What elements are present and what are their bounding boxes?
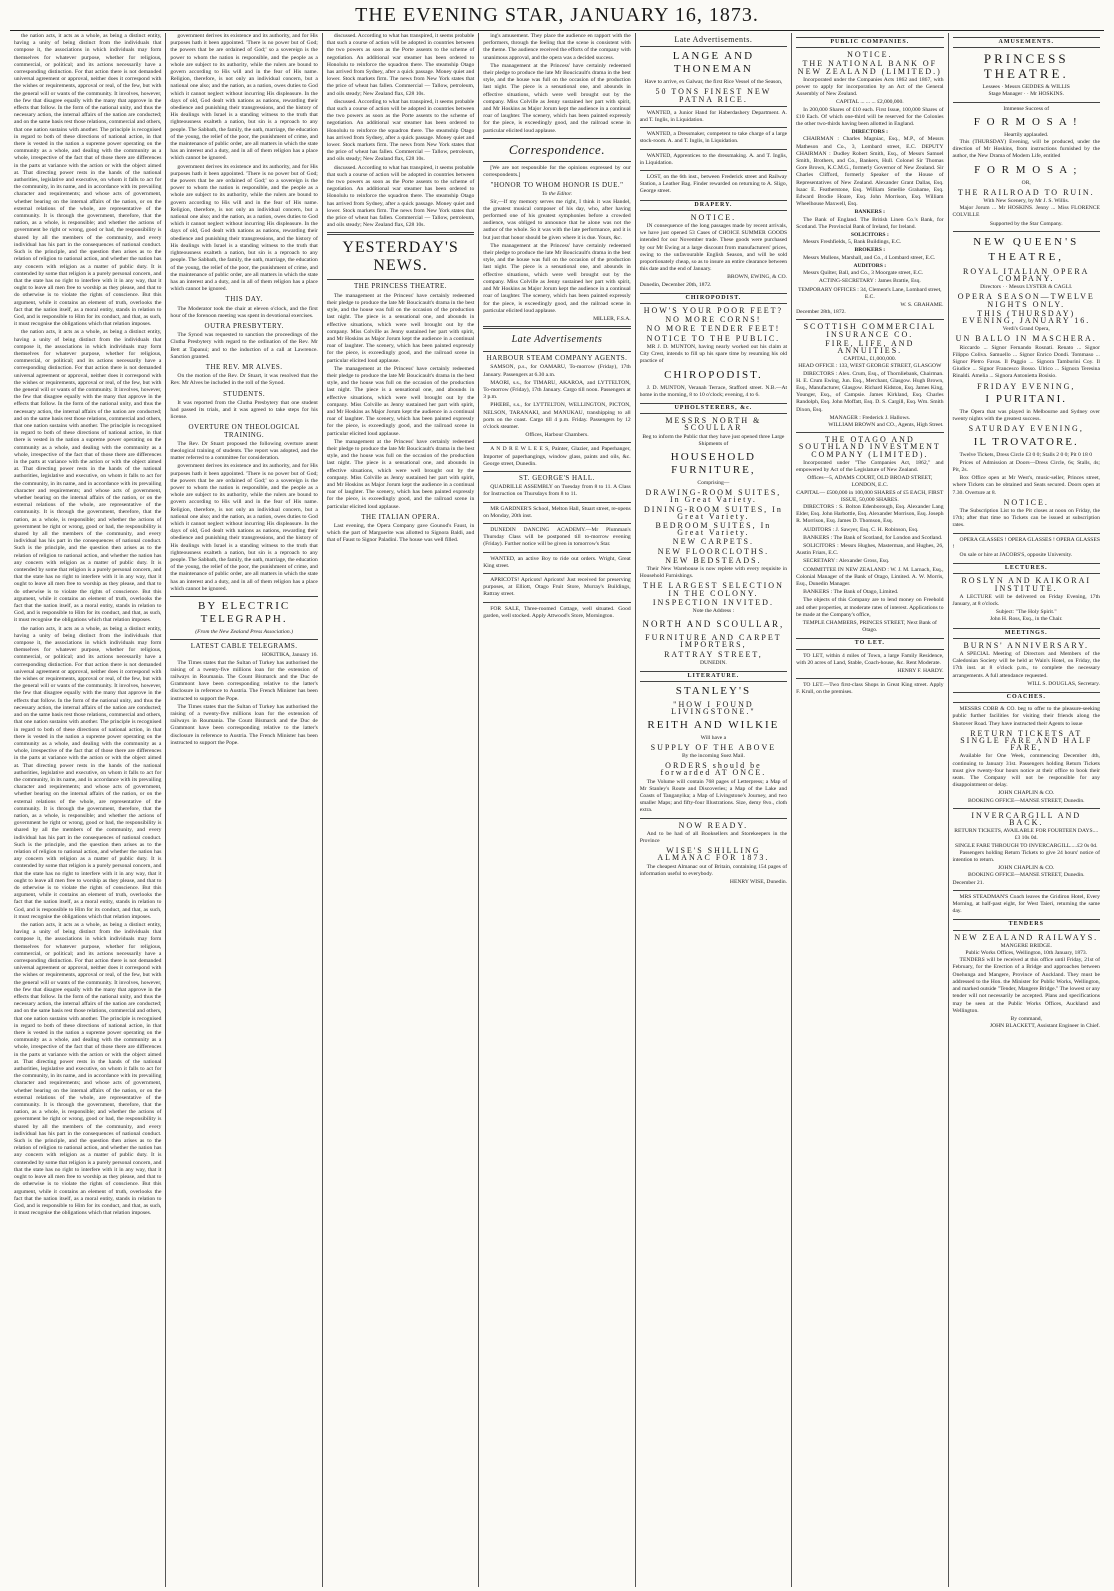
theatre-stage-manager: Stage Manager · · Mr HOSKINS. <box>988 91 1064 98</box>
uph-item: Comprising— <box>697 479 730 486</box>
uph-title: MESSRS NORTH & SCOULLAR <box>665 416 762 433</box>
section-upholsterers: UPHOLSTERERS, &c. <box>640 403 787 414</box>
section-coaches: COACHES. <box>953 692 1100 703</box>
section-heading: OVERTURE ON THEOLOGICAL TRAINING. <box>188 423 300 439</box>
cable-text: The Times states that the Sultan of Turkey has authorised the raising of a twenty-five millions loan for the extension of railways in Roumania. The Count Bismarck and the Duc de Grammont have been corresponding relative to the latter's disclosure in reference to Austria. The French Minister has been instructed to support the Pope. <box>170 703 318 746</box>
uph-item: DRAWING-ROOM SUITES, In Great Variety. <box>645 488 782 505</box>
section-body: The Rev. Dr Stuart proposed the following overture anent theological training of students. The report was adopted, and the matter referred to a committee for consideration. <box>170 440 318 462</box>
ad-text: WANTED, an active Boy to ride out orders. Wright, Great King street. <box>483 555 631 569</box>
divider <box>640 127 787 128</box>
article-text: the nation acts, it acts as a whole, as being a distinct entity, having a unity of being distinct from the individuals that compose it, the associations in which individuals may form themselves for whatever purpose, whether for religious, commercial, or political; and its actions necessarily have a corresponding distinction. For that action there is not demanded universal agreement or approval, neither does it correspond with the wishes or requirements, approval or real, of the few, but with the general will or wants of the community. It involves, however, the few that disagree equally with the many that approve in the effects that follow. In the form of the national unity, and thus the necessary action, the internal affairs of the nation are conducted; and on the same basis rest those relations, commercial and others, that one nation sustains with another. The principle is recognised in regard to both of these directions of national action, in that there is vested in the nation a supreme power operating on the community as a whole, and dealing with the community as a whole, irrespective of the fact that of those there are differences in the parts at variance with the action or with the object aimed at. That directing power rests in the hands of the national authorities, legislative and executive, on whom it falls to act for the community, in its name, and in accordance with its prevailing character and requirements; and whose acts of government, whether bearing on the internal affairs of the nation, or on the external relations of the whole, are representative of the community. It is through the government, therefore, that the nation, as a whole, is responsible; and whether the actions of government be right or wrong, good or bad, the responsibility is shared by all the members of the community, and every individual has his part in the consequences of national conduct. Such is the principle, and the question then arises as to the relation of religion to national action, and whether the nation has any concern with religion as a matter of public duty. It is contended by some that religion is a purely personal concern, and that the state has no right to interfere with it in any way, that it ought to leave all men free to worship as they please, and that to do otherwise is to violate the rights of conscience. But this argument, while it contains an element of truth, overlooks the fact that the nation itself, as a moral entity, stands in relation to God, and is responsible to Him for its conduct, and that, as such, it must recognise the obligations which that relation imposes. <box>14 329 162 624</box>
ad-text: A N D R E W L E E S, Painter, Glazier, and Paperhanger, Importer of paperhangings, window glass, paints and oils, &c. George street, Dunedin. <box>483 446 631 467</box>
ad-text: WANTED, a Junior Hand for Haberdashery Department. A. and T. Inglis, in Liquidation. <box>639 109 788 124</box>
chiro-title: CHIROPODIST. <box>664 368 763 381</box>
section-public-companies: PUBLIC COMPANIES. <box>796 37 943 48</box>
divider <box>953 102 1100 103</box>
notice-date: December 28th, 1872. <box>796 309 846 316</box>
divider <box>796 319 943 320</box>
column-6 <box>792 33 948 1587</box>
masthead: THE EVENING STAR, JANUARY 16, 1873. <box>355 4 759 26</box>
cable-text: The Times states that the Sultan of Turkey has authorised the raising of a twenty-five millions loan for the extension of railways in Roumania. The Count Bismarck and the Duc de Grammont have been corresponding relative to the latter's disclosure in reference to Austria. The French Minister has been instructed to support the Pope. <box>170 659 318 702</box>
column-2 <box>166 33 322 1587</box>
theatre-text: With New Scenery, by Mr J. S. Willis. <box>983 198 1070 205</box>
letter-text: Sir,—If my memory serves me right, I think it was Handel, the greatest musical composer of his day, who, after having performed one of his greatest symphonies before a crowded audience, was obliged to announce that he alone was not the author of the whole. So it was with the late performance, and it is but just that honor should be given where it is due. Yours, &c. <box>483 198 631 241</box>
divider <box>640 106 787 107</box>
cable-dateline: HOKITIKA, January 16. <box>261 652 318 659</box>
bankers-text: The Bank of England. The British Linen Co.'s Bank, for Scotland. The Provincial Bank of Ireland, for Ireland. <box>796 216 944 230</box>
coach-return: RETURN TICKETS AT SINGLE FARE AND HALF FARE, <box>960 728 1093 753</box>
ad-text: Have to arrive, ex Galwar, the first Rice Vessel of the Season, <box>644 79 783 86</box>
divider <box>953 890 1100 891</box>
opera-text: The Opera that was played in Melbourne and Sydney over twenty nights with the greatest success. <box>952 408 1100 423</box>
section-lectures: LECTURES. <box>953 563 1100 574</box>
ad-heading: Offices, Harbour Chambers. <box>525 432 589 439</box>
otago-bankers: BANKERS : The Bank of Scotland, for London and Scotland. <box>803 534 943 541</box>
lit-title: STANLEY'S <box>675 685 752 698</box>
article-text: discussed. According to what has transpired, it seems probable that such a course of action will be adopted in countries between the two powers as soon as the Porte assents to the scheme of negotiation. An additional war steamer has been ordered to Honolulu to reinforce the squadron there. The steamship Otago has arrived from Sydney, after a quick passage. Money quiet and lower. Stock markets firm. The news from New York states that the price of wheat has fallen. Commercial — Tallow, petroleum, and oils steady; New Zealand flax, £28 10s. <box>326 164 475 229</box>
article-text: the nation acts, it acts as a whole, as being a distinct entity, having a unity of being distinct from the individuals that compose it, the associations in which individuals may form themselves for whatever purpose, whether for religious, commercial, or political; and its actions necessarily have a corresponding distinction. For that action there is not demanded universal agreement or approval, neither does it correspond with the wishes or requirements, approval or real, of the few, but with the general will or wants of the community. It involves, however, the few that disagree equally with the many that approve in the effects that follow. In the form of the national unity, and thus the necessary action, the internal affairs of the nation are conducted; and on the same basis rest those relations, commercial and others, that one nation sustains with another. The principle is recognised in regard to both of these directions of national action, in that there is vested in the nation a supreme power operating on the community as a whole, and dealing with the community as a whole, irrespective of the fact that of those there are differences in the parts at variance with the action or with the object aimed at. That directing power rests in the hands of the national authorities, legislative and executive, on whom it falls to act for the community, in its name, and in accordance with its prevailing character and requirements; and whose acts of government, whether bearing on the internal affairs of the nation, or on the external relations of the whole, are representative of the community. It is through the government, therefore, that the nation, as a whole, is responsible; and whether the actions of government be right or wrong, good or bad, the responsibility is shared by all the members of the community, and every individual has his part in the consequences of national conduct. Such is the principle, and the question then arises as to the relation of religion to national action, and whether the nation has any concern with religion as a matter of public duty. It is contended by some that religion is a purely personal concern, and that the state has no right to interfere with it in any way, that it ought to leave all men free to worship as they please, and that to do otherwise is to violate the rights of conscience. But this argument, while it contains an element of truth, overlooks the fact that the nation itself, as a moral entity, stands in relation to God, and is responsible to Him for its conduct, and that, as such, it must recognise the obligations which that relation imposes. <box>14 33 162 328</box>
late-ads-heading: Late Advertisements <box>511 334 603 346</box>
divider <box>953 533 1100 534</box>
article-text: government derives its existence and its authority, and for His purposes hath it been appointed. 'There is no power but of God; the powers that be are ordained of God;' so a sovereign is the power to whom the nation is responsible, and the people as a whole are subject to its authority, while the rulers are bound to govern according to His will and in the fear of His name. Religion, therefore, is not only an individual concern, but a national one also; and the nation, as a nation, owes duties to God which it cannot neglect without incurring His displeasure. In the days of old, God dealt with nations as nations, rewarding their obedience and punishing their transgressions, and the history of His dealings with Israel is a standing witness to the truth that righteousness exalteth a nation, but sin is a reproach to any people. The Sabbath, the family, the oath, marriage, the education of the young, the relief of the poor, the punishment of crime, and the maintenance of public order, are all matters in which the state has an interest and a duty, and in all of them religion has a place which cannot be ignored. <box>170 33 318 162</box>
now-ready-heading: NOW READY. <box>678 820 749 830</box>
solicitors-heading: SOLICITORS : <box>850 232 889 239</box>
column-1 <box>10 33 166 1587</box>
brokers-text: Messrs Mullens, Marshall, and Co., 4 Lombard street, E.C. <box>803 254 936 261</box>
section-heading: THIS DAY. <box>225 295 263 304</box>
invercargill-booking: BOOKING OFFICE—MANSE STREET, Dunedin. <box>967 872 1085 879</box>
divider <box>483 471 630 472</box>
uph-item: NEW BEDSTEADS. <box>665 555 762 565</box>
otago-text: The objects of this Company are to lend money on Freehold and other properties, at moderate rates of interest. Applications to be made at the Company's office, <box>796 597 944 618</box>
divider <box>953 808 1100 809</box>
scottish-subtitle: FIRE, LIFE, AND ANNUITIES. <box>825 338 915 355</box>
ad-text: PHŒBE, s.s., for LYTTELTON, WELLINGTON, PICTON, NELSON, TARANAKI, and MANUKAU, transhipping to all ports on the coast. Cargo till 4 p.m. Friday. Passengers by 12 o'clock steamer. <box>483 402 631 430</box>
ad-heading: ST. GEORGE'S HALL. <box>519 473 595 482</box>
chiro-line: HOW'S YOUR POOR FEET? <box>643 306 784 316</box>
opera-title: I PURITANI. <box>985 392 1068 405</box>
lit-text: Will have a <box>700 734 727 741</box>
uph-item: DINING-ROOM SUITES, In Great Variety. <box>643 504 783 521</box>
divider <box>483 326 630 329</box>
theatre-title: PRINCESS THEATRE. <box>983 51 1069 82</box>
notice-text: The Subscription List to the Pit closes at noon on Friday, the 17th; after that time no Tickets can be issued at subscription rates. <box>952 507 1100 529</box>
uph-big: HOUSEHOLD FURNITURE, <box>670 450 757 476</box>
ad-text: DUNEDIN DANCING ACADEMY.—Mr Plumman's Thursday Class will be postponed till to-morrow evening (Friday). Further notice will be given in tomorrow's Star. <box>483 526 631 548</box>
divider <box>640 149 787 150</box>
column-4 <box>479 33 635 1587</box>
scottish-agents: WILLIAM BROWN and CO., Agents, High Street. <box>828 421 944 428</box>
now-ready-title: WISE'S SHILLING ALMANAC FOR 1873. <box>657 846 770 863</box>
section-heading: STUDENTS. <box>223 389 266 398</box>
section-heading: THE REV. MR ALVES. <box>205 362 283 371</box>
brokers-heading: BROKERS : <box>854 247 886 254</box>
section-to-let: TO LET. <box>796 638 943 649</box>
uph-item: BEDROOM SUITES, In Great Variety. <box>655 520 772 538</box>
cable-heading: LATEST CABLE TELEGRAMS. <box>190 642 298 651</box>
divider <box>483 602 630 603</box>
divider <box>483 138 630 139</box>
scottish-capital: CAPITAL, £1,000,000. <box>843 356 897 363</box>
section-body: The Moderator took the chair at eleven o'clock, and the first hour of the forenoon meeting was spent in devotional exercises. <box>170 305 318 319</box>
otago-capital: CAPITAL— £500,000 in 100,000 SHARES of £5 EACH, FIRST ISSUE, 50,000 SHARES. <box>796 489 944 503</box>
scottish-title: SCOTTISH COMMERCIAL INSURANCE CO. <box>803 322 937 339</box>
auditors-text: Messrs Quilter, Ball, and Co., 3 Moorgate street, E.C. <box>803 270 924 277</box>
letter-signature: MILLER, F.S.A. <box>593 315 631 322</box>
otago-offices: Offices—5, ADAMS COURT, OLD BROAD STREET, LONDON, E.C. <box>807 475 933 489</box>
otago-auditors: AUDITORS : J. Sawyer, Esq. C. H. Robinson, Esq. <box>803 526 919 533</box>
divider <box>170 639 317 640</box>
opera-directors: Directors · · Messrs LYSTER & CAGLI. <box>980 284 1073 291</box>
railways-title: NEW ZEALAND RAILWAYS. <box>954 932 1099 942</box>
ad-title: LANGE AND THONEMAN <box>672 50 755 76</box>
notice-signature: BROWN, EWING, & CO. <box>727 274 788 281</box>
glasses-heading: OPERA GLASSES ! OPERA GLASSES ! OPERA GLASSES ! <box>952 536 1100 550</box>
ad-heading: HARBOUR STEAM COMPANY AGENTS. <box>486 354 628 363</box>
opera-box-office: Box Office open at Mr West's, music-seller, Princes street, where Tickets can be obtained and Seats secured. Doors open at 7.30. Overture at 8. <box>952 475 1100 496</box>
article-text: the nation acts, it acts as a whole, as being a distinct entity, having a unity of being distinct from the individuals that compose it, the associations in which individuals may form themselves for whatever purpose, whether for religious, commercial, or political; and its actions necessarily have a corresponding distinction. For that action there is not demanded universal agreement or approval, neither does it correspond with the wishes or requirements, approval or real, of the few, but with the general will or wants of the community. It involves, however, the few that disagree equally with the many that approve in the effects that follow. In the form of the national unity, and thus the necessary action, the internal affairs of the nation are conducted; and on the same basis rest those relations, commercial and others, that one nation sustains with another. The principle is recognised in regard to both of these directions of national action, in that there is vested in the nation a supreme power operating on the community as a whole, and dealing with the community as a whole, irrespective of the fact that of those there are differences in the parts at variance with the action or with the object aimed at. That directing power rests in the hands of the national authorities, legislative and executive, on whom it falls to act for the community, in its name, and in accordance with its prevailing character and requirements; and whose acts of government, whether bearing on the internal affairs of the nation, or on the external relations of the whole, are representative of the community. It is through the government, therefore, that the nation, as a whole, is responsible; and whether the actions of government be right or wrong, good or bad, the responsibility is shared by all the members of the community, and every individual has his part in the consequences of national conduct. Such is the principle, and the question then arises as to the relation of religion to national action, and whether the nation has any concern with religion as a matter of public duty. It is contended by some that religion is a purely personal concern, and that the state has no right to interfere with it in any way, that it ought to leave all men free to worship as they please, and that to do otherwise is to violate the rights of conscience. But this argument, while it contains an element of truth, overlooks the fact that the nation itself, as a moral entity, stands in relation to God, and is responsible to Him for its conduct, and that, as such, it must recognise the obligations which that relation imposes. <box>14 625 162 920</box>
lit-supply: SUPPLY OF THE ABOVE <box>650 742 777 752</box>
divider <box>327 279 474 280</box>
letter-text: The management at the Princess' have certainly redeemed their pledge to produce the late Mr Boucicault's drama in the best style, and the house was full on the occasion of the production last night. The piece is a sensational one, and abounds in effective situations, which were well brought out by the company. Miss Colville as Jenny sustained her part with spirit, and Mr Hoskins as Major Jorum kept the audience in a continual roar of laughter. The scenery, which has been painted expressly for the piece, is exceedingly good, and the railroad scene in particular elicited loud applause. <box>483 242 631 314</box>
burns-text: A SPECIAL Meeting of Directors and Members of the Caledonian Society will be held at Wain's Hotel, on Friday, the 17th inst. at 8 o'clock p.m., to complete the necessary arrangements. A full attendance requested. <box>952 650 1100 679</box>
ad-text: FOR SALE, Three-roomed Cottage, well situated. Good garden, well stocked. Apply Attwood's Store, Mornington. <box>483 605 631 619</box>
chiro-line: NO MORE CORNS! <box>665 315 762 325</box>
bridge-title: MANGERE BRIDGE. <box>1000 942 1052 949</box>
ad-text: MR GARDNER'S School, Melton Hall, Stuart street, re-opens on Monday, 20th inst. <box>483 505 631 519</box>
otago-secretary: SECRETARY : Alexander Gross, Esq. <box>803 558 890 565</box>
article-text: The management at the Princess' have certainly redeemed their pledge to produce the late Mr Boucicault's drama in the best style, and the house was full on the occasion of the production last night. The piece is a sensational one, and abounds in effective situations, which were well brought out by the company. Miss Colville as Jenny sustained her part with spirit, and Mr Hoskins as Major Jorum kept the audience in a continual roar of laughter. The scenery, which has been painted expressly for the piece, is exceedingly good, and the railroad scene in particular elicited loud applause. <box>483 62 631 134</box>
directors-heading: DIRECTORS : <box>851 129 889 136</box>
tender-by: By command, <box>1010 1015 1042 1022</box>
theatre-text: Immense Success of <box>1003 105 1050 112</box>
theatre-text: Supported by the Star Company. <box>989 220 1063 227</box>
section-tenders: TENDERS <box>953 919 1100 930</box>
divider <box>483 573 630 574</box>
divider <box>640 46 787 47</box>
uph-address: FURNITURE AND CARPET IMPORTERS, <box>645 633 782 650</box>
lecture-text: A LECTURE will be delivered on Friday Evening, 17th January, at 8 o'clock. <box>952 593 1100 607</box>
chiro-text: MR J. D. MUNTON, having nearly worked out his claim at City Crest, intends to fill up his spare time by resuming his old practice of <box>639 343 788 365</box>
theatre-text: This (THURSDAY) Evening, will be produced, under the direction of Mr Hoskins, from instructions furnished by the author, the New Drama of Modern Life, entitled <box>952 139 1100 160</box>
invercargill-title: INVERCARGILL AND BACK. <box>971 810 1082 828</box>
section-drapery: DRAPERY. <box>640 200 787 211</box>
yesterdays-news-heading: YESTERDAY'S NEWS. <box>342 239 459 275</box>
correspondence-note: [We are not responsible for the opinions expressed by our correspondents.] <box>483 164 631 179</box>
bank-text: Incorporated under the Companies Acts 1862 and 1867, with power to apply for incorporation by an Act of the General Assembly of New Zealand. <box>796 76 944 98</box>
ad-text: WANTED, Apprentices to the dressmaking. A. and T. Inglis, in Liquidation. <box>639 152 788 166</box>
uph-address: DUNEDIN. <box>699 659 727 666</box>
section-amusements: AMUSEMENTS. <box>953 37 1100 48</box>
opera-text: Verdi's Grand Opera, <box>1002 326 1050 333</box>
ad-highlight: 50 TONS FINEST NEW PATNA RICE. <box>655 87 772 104</box>
letter-title: "HONOR TO WHOM HONOR IS DUE." <box>490 181 624 190</box>
divider <box>483 161 630 162</box>
notice-heading: NOTICE. <box>1003 497 1049 507</box>
ad-text: QUADRILLE ASSEMBLY on Tuesday from 8 to 11. A Class for Instruction on Thursdays from 8 to 11. <box>483 484 631 498</box>
section-literature: LITERATURE. <box>640 671 787 682</box>
invercargill-date: December 21. <box>952 879 984 886</box>
office-text: TEMPORARY OFFICES : 34, Clement's Lane, Lombard street, E.C. <box>798 286 942 300</box>
theatre-text: Heartily applauded. <box>1004 131 1049 138</box>
bank-title: THE NATIONAL BANK OF NEW ZEALAND (LIMITED.) <box>797 59 942 76</box>
invercargill-text: Passengers holding Return Tickets to give 24 hours' notice of intention to return. <box>952 849 1100 864</box>
ad-text: APRICOTS! Apricots! Apricots! Just received for preserving purposes, at Elliott, Otago Fruit Store, Murray's Buildings, Rattray street. <box>483 576 631 598</box>
institute-title: ROSLYN AND KAIKORAI INSTITUTE. <box>961 576 1092 593</box>
opera-heading: THE ITALIAN OPERA. <box>361 512 440 521</box>
coach-booking: BOOKING OFFICE—MANSE STREET, Dunedin. <box>967 797 1085 804</box>
scottish-directors: DIRECTORS : Alex. Crum, Esq., of Thornliebank, Chairman. H. E. Crum Ewing, Jun. Esq., Merchant, Glasgow. Hugh Brown, Esq., Manufacturer, Glasgow. Richard Kidston, Esq. James King, Younger, Esq., of Campsie. James Kirkland, Esq. Charles Randolph, Esq. John Moffatt, Esq. D. S. Cargill, Esq. Wm. Smith Dixon, Esq. <box>796 370 944 413</box>
notice-signature: W. S. GRAHAME. <box>900 301 944 308</box>
ad-text: SAMSON, p.s., for OAMARU, To-morrow (Friday), 17th January. Passengers at 6.30 a.m. <box>483 364 631 378</box>
article-text: the nation acts, it acts as a whole, as being a distinct entity, having a unity of being distinct from the individuals that compose it, the associations in which individuals may form themselves for whatever purpose, whether for religious, commercial, or political; and its actions necessarily have a corresponding distinction. For that action there is not demanded universal agreement or approval, neither does it correspond with the wishes or requirements, approval or real, of the few, but with the general will or wants of the community. It involves, however, the few that disagree equally with the many that approve in the effects that follow. In the form of the national unity, and thus the necessary action, the internal affairs of the nation are conducted; and on the same basis rest those relations, commercial and others, that one nation sustains with another. The principle is recognised in regard to both of these directions of national action, in that there is vested in the nation a supreme power operating on the community as a whole, and dealing with the community as a whole, irrespective of the fact that of those there are differences in the parts at variance with the action or with the object aimed at. That directing power rests in the hands of the national authorities, legislative and executive, on whom it falls to act for the community, in its name, and in accordance with its prevailing character and requirements; and whose acts of government, whether bearing on the internal affairs of the nation, or on the external relations of the whole, are representative of the community. It is through the government, therefore, that the nation, as a whole, is responsible; and whether the actions of government be right or wrong, good or bad, the responsibility is shared by all the members of the community, and every individual has his part in the consequences of national conduct. Such is the principle, and the question then arises as to the relation of religion to national action, and whether the nation has any concern with religion as a matter of public duty. It is contended by some that religion is a purely personal concern, and that the state has no right to interfere with it in any way, that it ought to leave all men free to worship as they please, and that to do otherwise is to violate the rights of conscience. But this argument, while it contains an element of truth, overlooks the fact that the nation itself, as a moral entity, stands in relation to God, and is responsible to Him for its conduct, and that, as such, it must recognise the obligations which that relation imposes. <box>14 921 162 1217</box>
bankers-heading: BANKERS : <box>854 209 885 216</box>
telegraph-subheading: (From the New Zealand Press Association.) <box>195 629 293 636</box>
correspondence-heading: Correspondence. <box>508 141 606 157</box>
lecture-subject: Subject: "The Holy Spirit." <box>995 609 1057 616</box>
divider <box>483 552 630 553</box>
now-ready-text: The cheapest Almanac out of Britain, containing 154 pages of information useful to everybody. <box>639 863 788 877</box>
uph-item: NEW FLOORCLOTHS. <box>657 546 770 556</box>
bank-capital: CAPITAL ... ... ... £2,000,000. <box>835 99 904 106</box>
article-text: discussed. According to what has transpired, it seems probable that such a course of action will be adopted in countries between the two powers as soon as the Porte assents to the scheme of negotiation. An additional war steamer has been ordered to Honolulu to reinforce the squadron there. The steamship Otago has arrived from Sydney, after a quick passage. Money quiet and lower. Stock markets firm. The news from New York states that the price of wheat has fallen. Commercial — Tallow, petroleum, and oils steady; New Zealand flax, £28 10s. <box>326 33 475 97</box>
otago-solicitors: SOLICITORS : Messrs Hughes, Masterman, and Hughes, 26, Austin Friars, E.C. <box>796 543 944 557</box>
tender-office: Public Works Offices, Wellington, 10th January, 1873. <box>965 950 1088 957</box>
otago-committee: COMMITTEE IN NEW ZEALAND : W. J. M. Larnach, Esq., Colonial Manager of the Bank of Otago, Limited. A. W. Morris, Esq., Dunedin Manager. <box>796 566 944 588</box>
uph-inspection: INSPECTION INVITED. <box>652 597 774 607</box>
directors-text: CHAIRMAN : Charles Magniac, Esq., M.P., of Messrs Matheson and Co., 3, Lombard street, E.C. DEPUTY CHAIRMAN : Dudley Robert Smith, Esq., of Messrs Samuel Smith, Brothers, and Co., Bankers, Hull. Colonel Sir Thomas Gore Brown, K.C.M.G., formerly Governor of New Zealand. Sir Charles Clifford, formerly Speaker of the House of Representatives of New Zealand. Alexander Grant Dallas, Esq. Isaac E. Featherstone, Esq. William Smellie Grahame, Esq. Edward Brodie Hoare, Esq. John Morrison, Esq. William Wheelhouse Maxwell, Esq. <box>796 136 944 208</box>
let-text: TO LET.—Two first-class Shops in Great King street. Apply F. Krull, on the premises. <box>796 682 944 696</box>
princess-text: The management at the Princess' have certainly redeemed their pledge to produce the late Mr Boucicault's drama in the best style, and the house was full on the occasion of the production last night. The piece is a sensational one, and abounds in effective situations, which were well brought out by the company. Miss Colville as Jenny sustained her part with spirit, and Mr Hoskins as Major Jorum kept the audience in a continual roar of laughter. The scenery, which has been painted expressly for the piece, is exceedingly good, and the railroad scene in particular elicited loud applause. <box>326 292 475 364</box>
opera-title: UN BALLO IN MASCHERA. <box>955 334 1097 344</box>
chiro-signature: J. D. MUNTON, Veranah Terrace, Stafford street. N.B.—At home in the morning, 8 to 10 o'clock; evening, 4 to 6. <box>639 384 788 398</box>
let-signature: HENRY F. HARDY. <box>897 668 944 675</box>
column-7 <box>949 33 1104 1587</box>
opera-season: OPERA SEASON—TWELVE NIGHTS ONLY. <box>957 292 1095 309</box>
masthead-rule <box>10 30 1104 31</box>
play-subtitle: THE RAILROAD TO RUIN. <box>957 187 1095 197</box>
opera-title: IL TROVATORE. <box>973 435 1079 448</box>
section-chiropodist: CHIROPODIST. <box>640 293 787 304</box>
notice-heading: NOTICE. <box>847 50 893 60</box>
auditors-heading: AUDITORS : <box>853 262 887 269</box>
secretary-text: ACTING-SECRETARY : James Brattie, Esq. <box>818 278 921 285</box>
uph-text: Their New Warehouse is now replete with every requisite in Household Furnishings. <box>639 565 788 580</box>
divider <box>483 523 630 524</box>
otago-signature: TEMPLE CHAMBERS, PRINCES STREET, Next Bank of Otago. <box>802 620 937 634</box>
now-ready-text: And to be had of all Booksellers and Storekeepers in the Province <box>639 830 788 845</box>
now-ready-signature: HENRY WISE, Dunedin. <box>729 879 788 886</box>
article-text: government derives its existence and its authority, and for His purposes hath it been appointed. 'There is no power but of God; the powers that be are ordained of God;' so a sovereign is the power to whom the nation is responsible, and the people as a whole are subject to its authority, while the rulers are bound to govern according to His will and in the fear of His name. Religion, therefore, is not only an individual concern, but a national one also; and the nation, as a nation, owes duties to God which it cannot neglect without incurring His displeasure. In the days of old, God dealt with nations as nations, rewarding their obedience and punishing their transgressions, and the history of His dealings with Israel is a standing witness to the truth that righteousness exalteth a nation, but sin is a reproach to any people. The Sabbath, the family, the oath, marriage, the education of the young, the relief of the poor, the punishment of crime, and the maintenance of public order, are all matters in which the state has an interest and a duty, and in all of them religion has a place which cannot be ignored. <box>170 163 318 293</box>
princess-text: The management at the Princess' have certainly redeemed their pledge to produce the late Mr Boucicault's drama in the best style, and the house was full on the occasion of the production last night. The piece is a sensational one, and abounds in effective situations, which were well brought out by the company. Miss Colville as Jenny sustained her part with spirit, and Mr Hoskins as Major Jorum kept the audience in a continual roar of laughter. The scenery, which has been painted expressly for the piece, is exceedingly good, and the railroad scene in particular elicited loud applause. <box>326 365 475 437</box>
opera-prices: Prices of Admission at Doors—Dress Circle, 6s; Stalls, 4s; Pit, 2s. <box>952 459 1100 473</box>
ad-text: LOST, on the 6th inst., between Frederick street and Railway Station, a Leather Bag. Finder rewarded on returning to A. Sligo, George street. <box>639 174 788 195</box>
divider <box>953 231 1100 232</box>
article-text: ing's amusement. They place the audience en rapport with the performers, through the feeling that the scene is consistent with the theme. The audience received the efforts of the company with unanimous approval, and the opera was a decided success. <box>483 33 631 61</box>
invercargill-return: RETURN TICKETS, AVAILABLE FOR FOURTEEN DAYS.... £3 10s 0d. <box>954 828 1099 842</box>
divider <box>796 678 943 679</box>
steadman-text: MRS STEADMAN'S Coach leaves the Gridiron Hotel, Every Morning, at half-past eight, for West Taieri, returning the same day. <box>952 893 1100 915</box>
coach-signature: JOHN CHAPLIN & CO. <box>998 790 1055 797</box>
otago-bankers: BANKERS : The Bank of Otago, Limited. <box>803 589 899 596</box>
notice-date: Dunedin, December 20th, 1872. <box>639 281 712 288</box>
divider <box>640 170 787 171</box>
coach-text: MESSRS COBB & CO. beg to offer to the pleasure-seeking public further facilities for visiting their friends along the Shotover Road. They have instructed their Agents to issue <box>952 706 1100 727</box>
lit-text: By the incoming Suez Mail. <box>681 753 745 759</box>
uph-note: Note the Address : <box>692 607 735 614</box>
columns <box>10 33 1104 1587</box>
notice-heading: NOTICE. <box>690 212 737 222</box>
section-body: On the motion of the Rev. Dr Stuart, it was resolved that the Rev. Mr Alves be included in the roll of the Synod. <box>170 373 318 387</box>
coach-text: Available for One Week, commencing December 4th, continuing to January 31st. Passengers holding Return Tickets must give twenty-four hours notice at their office to book their seats. The Company will not be responsible for any disappointment or delay. <box>952 753 1100 789</box>
divider <box>640 818 787 819</box>
lit-orders: ORDERS should be forwarded AT ONCE. <box>660 761 767 778</box>
chiro-line: NOTICE TO THE PUBLIC. <box>646 333 781 343</box>
ad-text: WANTED, a Dressmaker, competent to take charge of a large stock-room. A. and T. Inglis, in Liquidation. <box>639 131 788 145</box>
article-text: discussed. According to what has transpired, it seems probable that such a course of action will be adopted in countries between the two powers as soon as the Porte assents to the scheme of negotiation. An additional war steamer has been ordered to Honolulu to reinforce the squadron there. The steamship Otago has arrived from Sydney, after a quick passage. Money quiet and lower. Stock markets firm. The news from New York states that the price of wheat has fallen. Commercial — Tallow, petroleum, and oils steady; New Zealand flax, £28 10s. <box>326 98 475 163</box>
notice-text: IN consequence of the long passages made by recent arrivals, we have just opened 53 Cases of CHOICE SUMMER GOODS intended for our November trade. These goods were purchased by our Mr Ewing at a large discount from manufacturers' prices, owing to the unfavourable English Season, and will be sold proportionately cheap, so as to insure an entire clearance between this date and the end of January. <box>639 223 788 273</box>
theatre-lessees: Lessees · Messrs GEDDES & WILLIS <box>982 84 1070 91</box>
uph-text: Beg to inform the Public that they have just opened three Large Shipments of <box>642 433 785 447</box>
invercargill-single: SINGLE FARE THROUGH TO INVERCARGILL.....£2 0s 0d. <box>954 842 1098 849</box>
column-3 <box>323 33 479 1587</box>
princess-heading: THE PRINCESS THEATRE. <box>354 282 448 291</box>
theatre-text: OR, <box>1021 179 1031 186</box>
section-body: The Synod was requested to sanction the proceedings of the Clutha Presbytery with regard to the ordination of the Rev. Mr Bett at Tapanui; and to the induction of a call at Lawrence. Sanction granted. <box>170 332 318 360</box>
lit-firm: REITH AND WILKIE <box>647 718 780 731</box>
tender-text: TENDERS will be received at this office until Friday, 21st of February, for the Erection of a Bridge and approaches between Onehunga and Mangere, Province of Auckland. They must be addressed to the Hon. the Minister for Public Works, Wellington, and marked outside "Tender, Mangere Bridge." The lowest or any tender will not necessarily be accepted. Plans and specifications may be seen at the Public Works Offices, Auckland and Wellington. <box>952 957 1100 1014</box>
lecture-chair: John H. Ross, Esq., in the Chair. <box>989 616 1063 623</box>
opera-tickets: Twelve Tickets, Dress Circle £3 0 0; Stalls 2 0 0; Pit 0 18 0 <box>959 451 1092 458</box>
otago-title: THE OTAGO AND SOUTHLAND INVESTMENT COMPANY (LIMITED). <box>798 435 941 459</box>
otago-text: Incorporated under "The Companies Act, 1862," and empowered by Act of the Legislature of New Zealand. <box>796 459 944 473</box>
princess-text: The management at the Princess' have certainly redeemed their pledge to produce the late Mr Boucicault's drama in the best style, and the house was full on the occasion of the production last night. The piece is a sensational one, and abounds in effective situations, which were well brought out by the company. Miss Colville as Jenny sustained her part with spirit, and Mr Hoskins as Major Jorum kept the audience in a continual roar of laughter. The scenery, which has been painted expressly for the piece, is exceedingly good, and the railroad scene in particular elicited loud applause. <box>326 438 475 510</box>
bank-text: In 200,000 Shares of £10 each. First Issue, 100,000 Shares of £10 Each. Of which one-third will be reserved for the Colonies the other two-thirds having been allotted in England. <box>796 106 944 128</box>
opera-date: FRIDAY EVENING, <box>977 381 1076 391</box>
section-body: government derives its existence and its authority, and for His purposes hath it been appointed. 'There is no power but of God; the powers that be are ordained of God;' so a sovereign is the power to whom the nation is responsible, and the people as a whole are subject to its authority, while the rulers are bound to govern according to His will and in the fear of His name. Religion, therefore, is not only an individual concern, but a national one also; and the nation, as a nation, owes duties to God which it cannot neglect without incurring His displeasure. In the days of old, God dealt with nations as nations, rewarding their obedience and punishing their transgressions, and the history of His dealings with Israel is a standing witness to the truth that righteousness exalteth a nation, but sin is a reproach to any people. The Sabbath, the family, the oath, marriage, the education of the young, the relief of the poor, the punishment of crime, and the maintenance of public order, are all matters in which the state has an interest and a duty, and in all of them religion has a place which cannot be ignored. <box>170 463 318 592</box>
queens-title: NEW QUEEN'S THEATRE, <box>973 235 1080 263</box>
divider <box>796 432 943 433</box>
opera-text: Last evening, the Opera Company gave Gounod's Faust, in which the part of Marguerite was allotted to Signora Baldi, and that of Faust to Signor Paladini. The house was well filled. <box>326 522 475 544</box>
play-title: F O R M O S A ; <box>974 163 1079 176</box>
scottish-manager: MANAGER : Frederick J. Hallows. <box>829 414 911 421</box>
divider <box>327 232 474 235</box>
invercargill-signature: JOHN CHAPLIN & CO. <box>998 865 1055 872</box>
otago-directors: DIRECTORS : S. Bolton Edenborough, Esq. Alexander Lang Elder, Esq. John Harbottle, Esq. Alexander Morrison, Esq. Joseph R. Morrison, Esq. James D. Thomson, Esq. <box>796 503 944 525</box>
opera-company: ROYAL ITALIAN OPERA COMPANY. <box>963 266 1090 284</box>
ad-text: MAORI, s.s., for TIMARU, AKAROA, and LYTTELTON, To-morrow (Friday), 17th January. Cargo till noon. Passengers at 3 p.m. <box>483 379 631 401</box>
section-heading: OUTRA PRESBYTERY. <box>204 321 284 330</box>
solicitors-text: Messrs Freshfields, 5, Bank Buildings, E.C. <box>803 239 902 246</box>
section-body: It was reported from the Clutha Presbytery that one student had passed its trials, and it was agreed to take steps for his license. <box>170 399 318 421</box>
opera-date: THIS (THURSDAY) EVENING, JANUARY 16. <box>962 308 1091 326</box>
uph-item: NEW CARPETS. <box>672 537 754 547</box>
divider <box>170 596 317 597</box>
divider <box>483 442 630 443</box>
letter-salutation: To the Editor. <box>541 191 573 198</box>
uph-address: NORTH AND SCOULLAR, <box>642 619 785 630</box>
section-meetings: MEETINGS. <box>953 628 1100 639</box>
column-5 <box>636 33 792 1587</box>
glasses-text: On sale or hire at JACOBS'S, opposite University. <box>959 551 1073 558</box>
telegraph-heading: BY ELECTRIC TELEGRAPH. <box>198 600 291 626</box>
lit-subtitle: "HOW I FOUND LIVINGSTONE." <box>671 700 756 717</box>
divider <box>483 502 630 503</box>
let-text: TO LET, within 4 miles of Town, a large Family Residence, with 20 acres of Land, Stable, Coach-house, &c. Rent Moderate. <box>796 652 944 666</box>
burns-signature: WILL S. DOUGLAS, Secretary. <box>1027 680 1100 687</box>
divider <box>483 351 630 352</box>
tender-signature: JOHN BLACKETT, Assistant Engineer in Chief. <box>989 1023 1100 1030</box>
late-ads-heading: Late Advertisements. <box>674 35 753 44</box>
burns-title: BURNS' ANNIVERSARY. <box>963 640 1090 650</box>
chiro-line: NO MORE TENDER FEET! <box>646 324 781 334</box>
lit-text: The Volume will contain 768 pages of Letterpress; a Map of Mr Stanley's Route and Discoveries; a Map of the Lake and Coasts of Tanganyika; a Map of Livingstone's Journey, and two smaller Maps; and fifty-four Illustrations. Size, demy 8vo., cloth extra. <box>639 778 788 814</box>
uph-big: THE LARGEST SELECTION IN THE COLONY. <box>642 581 784 598</box>
play-title: F O R M O S A ! <box>973 115 1079 128</box>
opera-date: SATURDAY EVENING, <box>968 424 1084 434</box>
uph-address: RATTRAY STREET, <box>664 649 763 659</box>
scottish-office: HEAD OFFICE : 133, WEST GEORGE STREET, GLASGOW <box>798 363 942 370</box>
opera-cast: Riccardo ... Signor Fernando Rosnati. Renato ... Signor Filippo Coliva. Samuello ... Signor Enrico Dondi. Tommaso ... Signor Pietro Favas. Il Paggio ... Signora Tamburini Coy. Il Giudice ... Signor Francesco Bosso. Ulrico ... Signora Teresina Rinaldi. Amelia ... Signora Antonietta Bosisio. <box>952 344 1100 380</box>
theatre-cast: Major Jorum ... Mr HOSKINS. Jenny ... Miss FLORENCE COLVILLE <box>952 205 1100 219</box>
